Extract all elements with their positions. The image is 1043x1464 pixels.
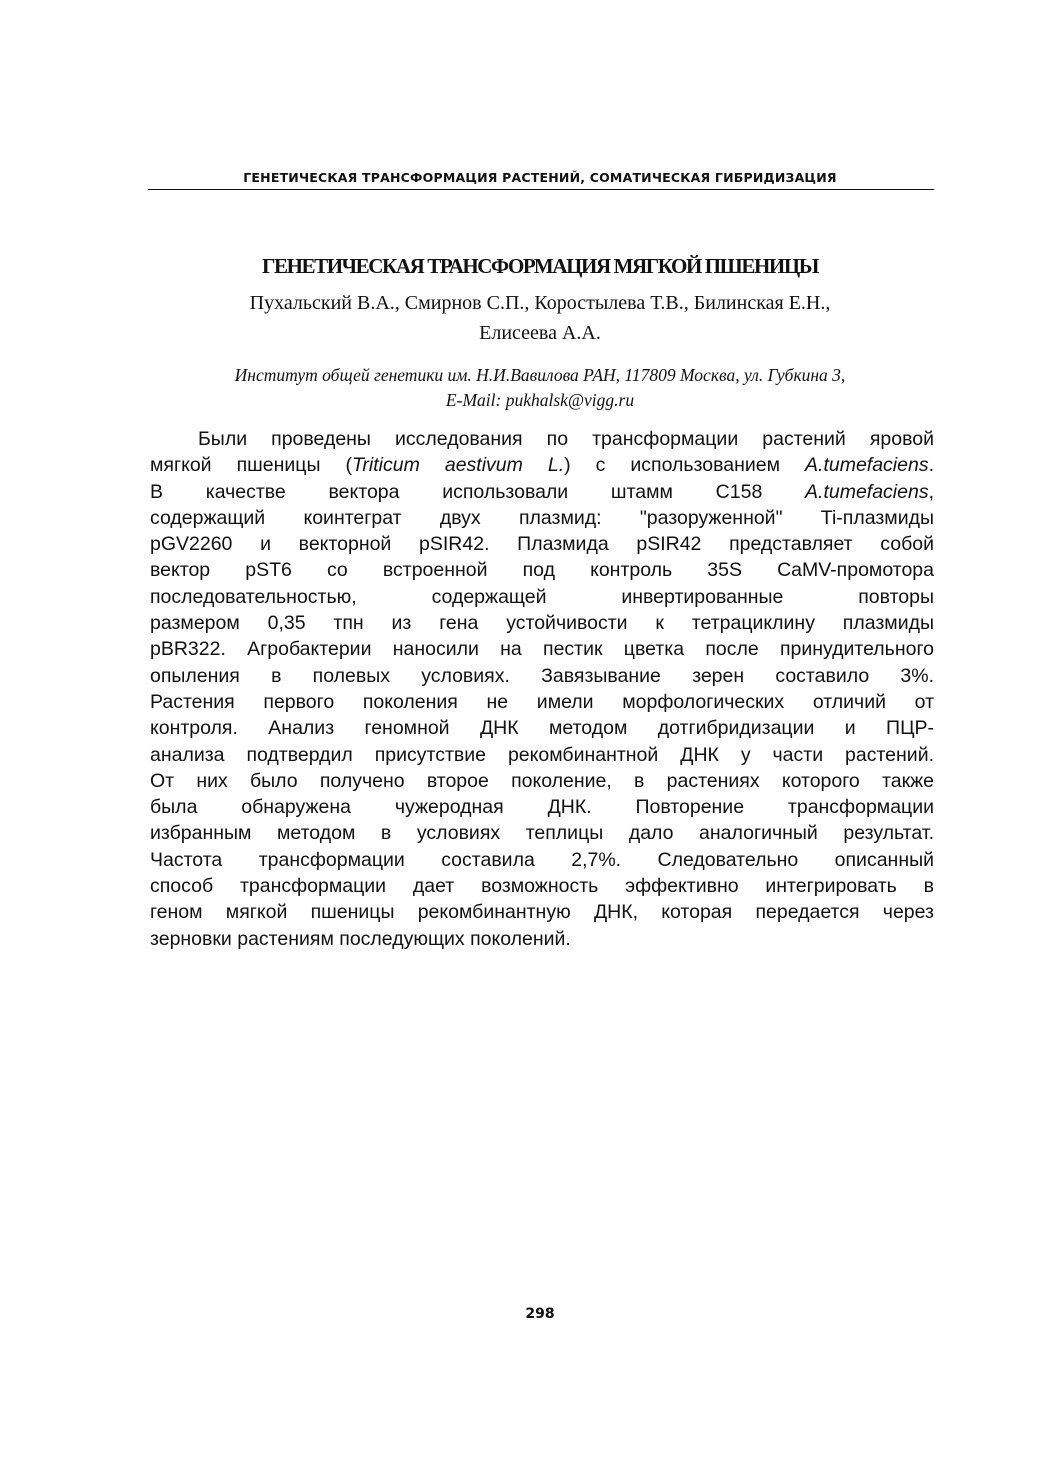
header-rule	[148, 189, 934, 190]
abstract-line: контроля. Анализ геномной ДНК методом дотгибридизации и ПЦР-	[150, 717, 934, 740]
abstract-line: Были проведены исследования по трансформации растений яровой	[198, 428, 934, 450]
abstract-line: От них было получено второе поколение, в растениях которого также	[150, 769, 934, 792]
authors-line: Пухальский В.А., Смирнов С.П., Коростылева Т.В., Билинская Е.Н.,	[249, 292, 831, 314]
abstract-line: была обнаружена чужеродная ДНК. Повторение трансформации	[150, 796, 934, 819]
abstract-line: вектор pST6 со встроенной под контроль 35S CaMV-промотора	[150, 559, 934, 582]
abstract-line: pGV2260 и векторной pSIR42. Плазмида pSIR42 представляет собой	[150, 533, 934, 556]
abstract-body	[150, 426, 934, 952]
authors-line: Елисеева А.А.	[479, 322, 601, 344]
abstract-line: pBR322. Агробактерии наносили на пестик цветка после принудительного	[150, 638, 934, 661]
abstract-line: избранным методом в условиях теплицы дало аналогичный результат.	[150, 822, 934, 845]
abstract-line: Частота трансформации составила 2,7%. Следовательно описанный	[150, 848, 934, 871]
email-line: E-Mail: pukhalsk@vigg.ru	[445, 390, 635, 410]
abstract-line: геном мягкой пшеницы рекомбинантную ДНК, которая передается через	[150, 901, 934, 924]
abstract-line: способ трансформации дает возможность эффективно интегрировать в	[150, 875, 934, 898]
abstract-line: В качестве вектора использовали штамм С158 A.tumefaciens,	[150, 480, 934, 503]
article-title: ГЕНЕТИЧЕСКАЯ ТРАНСФОРМАЦИЯ МЯГКОЙ ПШЕНИЦЫ	[262, 254, 818, 278]
abstract-line: размером 0,35 тпн из гена устойчивости к тетрациклину плазмиды	[150, 612, 934, 635]
abstract-line: анализа подтвердил присутствие рекомбинантной ДНК у части растений.	[150, 743, 934, 766]
authors	[150, 288, 930, 348]
running-head: ГЕНЕТИЧЕСКАЯ ТРАНСФОРМАЦИЯ РАСТЕНИЙ, СОМАТИЧЕСКАЯ ГИБРИДИЗАЦИЯ	[243, 170, 837, 185]
affiliation	[120, 363, 960, 413]
page-number: 298	[525, 1306, 555, 1322]
abstract-line: последовательностью, содержащей инвертированные повторы	[150, 585, 934, 608]
abstract-line: опыления в полевых условиях. Завязывание зерен составило 3%.	[150, 664, 934, 687]
abstract-line: Растения первого поколения не имели морфологических отличий от	[150, 690, 934, 713]
abstract-line: содержащий коинтеграт двух плазмид: "разоруженной" Ti-плазмиды	[150, 506, 934, 529]
affiliation-line: Институт общей генетики им. Н.И.Вавилова РАН, 117809 Москва, ул. Губкина 3,	[234, 365, 846, 385]
abstract-line: мягкой пшеницы (Triticum aestivum L.) с использованием A.tumefaciens.	[150, 454, 934, 477]
abstract-line: зерновки растениям последующих поколений.	[150, 927, 571, 950]
